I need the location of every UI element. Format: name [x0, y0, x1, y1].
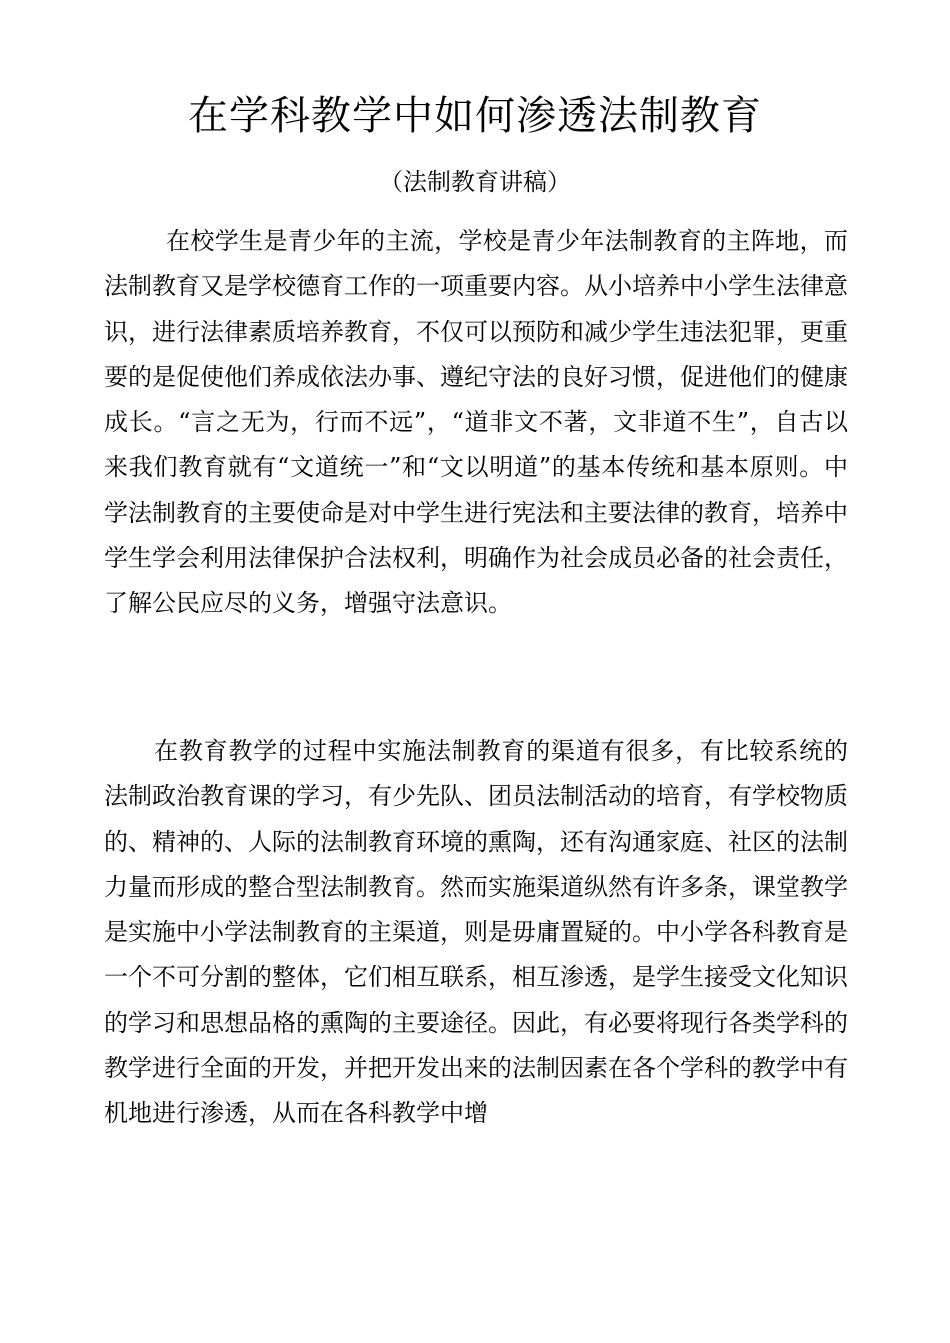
document-title: 在学科教学中如何渗透法制教育 — [188, 93, 762, 139]
paragraph-2: 在教育教学的过程中实施法制教育的渠道有很多，有比较系统的法制政治教育课的学习，有少先队、团员法制活动的培育，有学校物质的、精神的、人际的法制教育环境的熏陶，还有沟通家庭、社区的法制力量而形成的整合型法制教育。然而实施渠道纵然有许多条，课堂教学是实施中小学法制教育的主渠道，则是毋庸置疑的。中小学各科教育是一个不可分割的整体，它们相互联系，相互渗透，是学生接受文化知识的学习和思想品格的熏陶的主要途径。因此，有必要将现行各类学科的教学进行全面的开发，并把开发出来的法制因素在各个学科的教学中有机地进行渗透，从而在各科教学中增 — [104, 737, 848, 1128]
paragraph-1: 在校学生是青少年的主流，学校是青少年法制教育的主阵地，而法制教育又是学校德育工作的一项重要内容。从小培养中小学生法律意识，进行法律素质培养教育，不仅可以预防和减少学生违法犯罪，更重要的是促使他们养成依法办事、遵纪守法的良好习惯，促进他们的健康成长。“言之无为，行而不远”，“道非文不著，文非道不生”，自古以来我们教育就有“文道统一”和“文以明道”的基本传统和基本原则。中学法制教育的主要使命是对中学生进行宪法和主要法律的教育，培养中学生学会利用法律保护合法权利，明确作为社会成员必备的社会责任，了解公民应尽的义务，增强守法意识。 — [104, 227, 848, 618]
document-subtitle: （法制教育讲稿） — [379, 168, 571, 196]
